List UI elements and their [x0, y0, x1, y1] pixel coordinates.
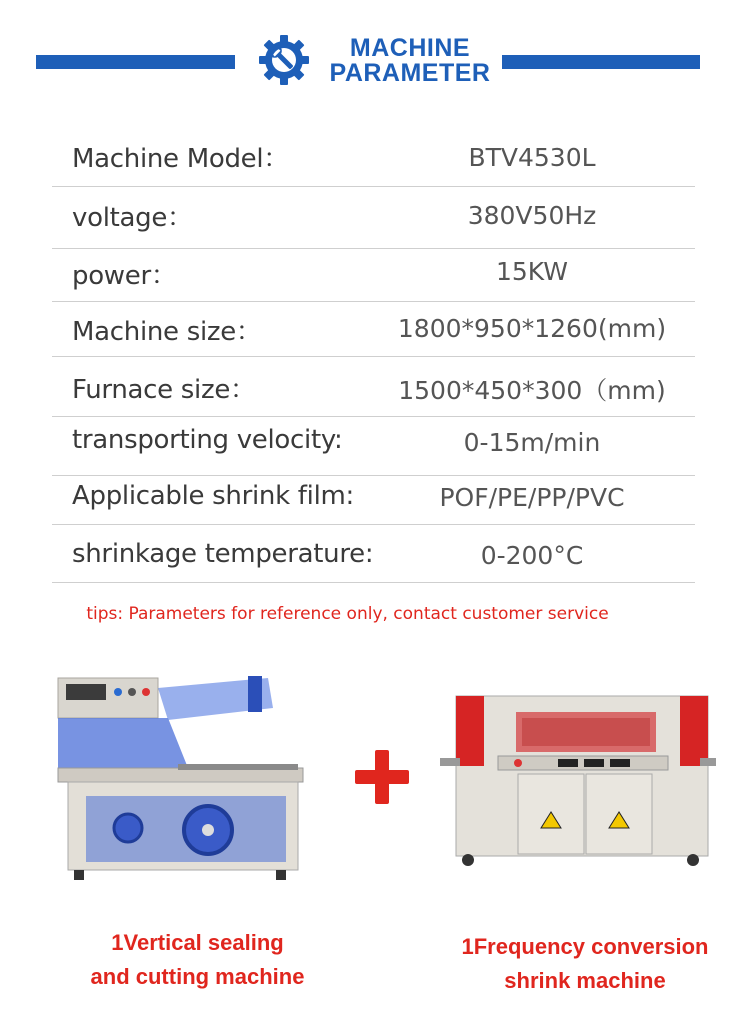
param-label: transporting velocity: [72, 425, 343, 455]
left-machine-caption [60, 926, 335, 994]
param-value: 15KW [495, 257, 569, 286]
param-row-machine-size [52, 302, 695, 357]
header-bar-right [502, 55, 700, 69]
header-title-line1: MACHINE [349, 34, 471, 62]
right-caption-line2: shrink machine [504, 968, 666, 993]
param-value: BTV4530L [468, 143, 596, 172]
param-value: 1800*950*1260(mm) [397, 314, 667, 343]
param-label: Applicable shrink film: [72, 481, 354, 511]
parameter-table [52, 126, 695, 583]
param-row-shrink-film [52, 476, 695, 525]
param-label: Furnace size： [72, 375, 256, 405]
param-label: voltage： [72, 203, 193, 233]
left-caption-line1: 1Vertical sealing [111, 930, 284, 955]
header-title-line2: PARAMETER [329, 59, 491, 87]
param-row-model [52, 126, 695, 187]
tips-note: tips: Parameters for reference only, contact customer service [86, 604, 609, 624]
param-row-voltage [52, 187, 695, 249]
param-value: 0-200°C [480, 541, 584, 570]
header-bar-left [36, 55, 235, 69]
param-value: 0-15m/min [463, 428, 601, 457]
param-row-power [52, 249, 695, 302]
right-caption-line1: 1Frequency conversion [461, 934, 709, 959]
param-row-temperature [52, 525, 695, 583]
param-value: POF/PE/PP/PVC [439, 483, 625, 512]
param-label: power： [72, 261, 177, 291]
param-row-velocity [52, 417, 695, 476]
param-row-furnace-size [52, 357, 695, 417]
shrink-tunnel-machine-image [438, 688, 718, 870]
header-title [320, 36, 500, 86]
gear-wrench-icon [255, 31, 313, 89]
param-label: Machine size： [72, 317, 262, 347]
right-machine-caption [440, 930, 730, 998]
sealing-cutting-machine-image [48, 668, 306, 884]
left-caption-line2: and cutting machine [90, 964, 305, 989]
plus-icon [353, 748, 411, 806]
param-label: Machine Model： [72, 144, 289, 174]
param-value: 1500*450*300（mm) [398, 376, 666, 405]
param-label: shrinkage temperature: [72, 539, 374, 569]
param-value: 380V50Hz [467, 201, 597, 230]
